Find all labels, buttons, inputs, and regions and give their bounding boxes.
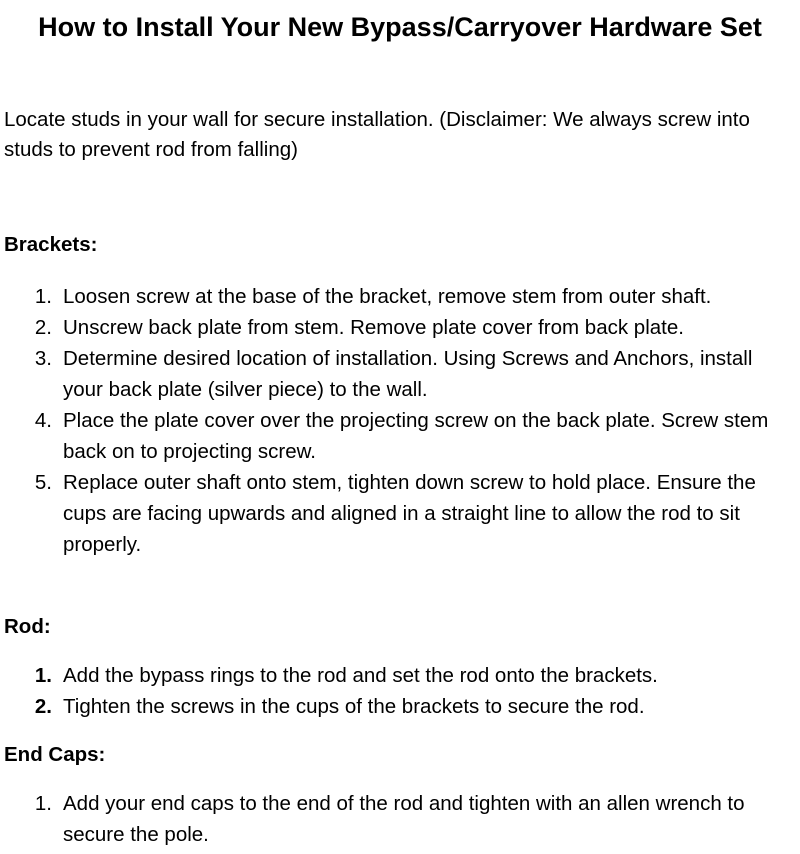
brackets-steps xyxy=(0,281,800,560)
step-number: 3. xyxy=(34,347,52,370)
step-number: 2. xyxy=(34,695,52,718)
intro-paragraph: Locate studs in your wall for secure installation. (Disclaimer: We always screw into studs to prevent rod from falling) xyxy=(4,108,750,161)
step-number: 1. xyxy=(34,285,52,308)
list-item xyxy=(0,281,800,312)
step-number: 1. xyxy=(34,664,52,687)
step-number: 5. xyxy=(34,471,52,494)
step-text: Add your end caps to the end of the rod and tighten with an allen wrench to secure the pole. xyxy=(63,792,745,846)
step-text: Add the bypass rings to the rod and set the rod onto the brackets. xyxy=(63,664,658,687)
end-caps-steps xyxy=(0,788,800,850)
step-number: 2. xyxy=(34,316,52,339)
step-text: Loosen screw at the base of the bracket, remove stem from outer shaft. xyxy=(63,285,712,308)
step-text: Tighten the screws in the cups of the brackets to secure the rod. xyxy=(63,695,645,718)
step-number: 4. xyxy=(34,409,52,432)
step-text: Place the plate cover over the projecting screw on the back plate. Screw stem back on to projecting screw. xyxy=(63,409,769,463)
step-text: Replace outer shaft onto stem, tighten down screw to hold place. Ensure the cups are facing upwards and aligned in a straight line to allow the rod to sit properly. xyxy=(63,471,756,556)
list-item xyxy=(0,691,800,722)
step-text: Unscrew back plate from stem. Remove plate cover from back plate. xyxy=(63,316,684,339)
step-text: Determine desired location of installation. Using Screws and Anchors, install your back plate (silver piece) to the wall. xyxy=(63,347,753,401)
list-item xyxy=(0,343,800,405)
page-title: How to Install Your New Bypass/Carryover Hardware Set xyxy=(38,12,762,42)
step-number: 1. xyxy=(34,792,52,815)
rod-steps xyxy=(0,660,800,722)
list-item xyxy=(0,660,800,691)
list-item xyxy=(0,405,800,467)
section-heading-end-caps: End Caps: xyxy=(4,743,106,766)
list-item xyxy=(0,788,800,850)
list-item xyxy=(0,467,800,560)
section-heading-brackets: Brackets: xyxy=(4,233,98,256)
list-item xyxy=(0,312,800,343)
section-heading-rod: Rod: xyxy=(4,615,51,638)
